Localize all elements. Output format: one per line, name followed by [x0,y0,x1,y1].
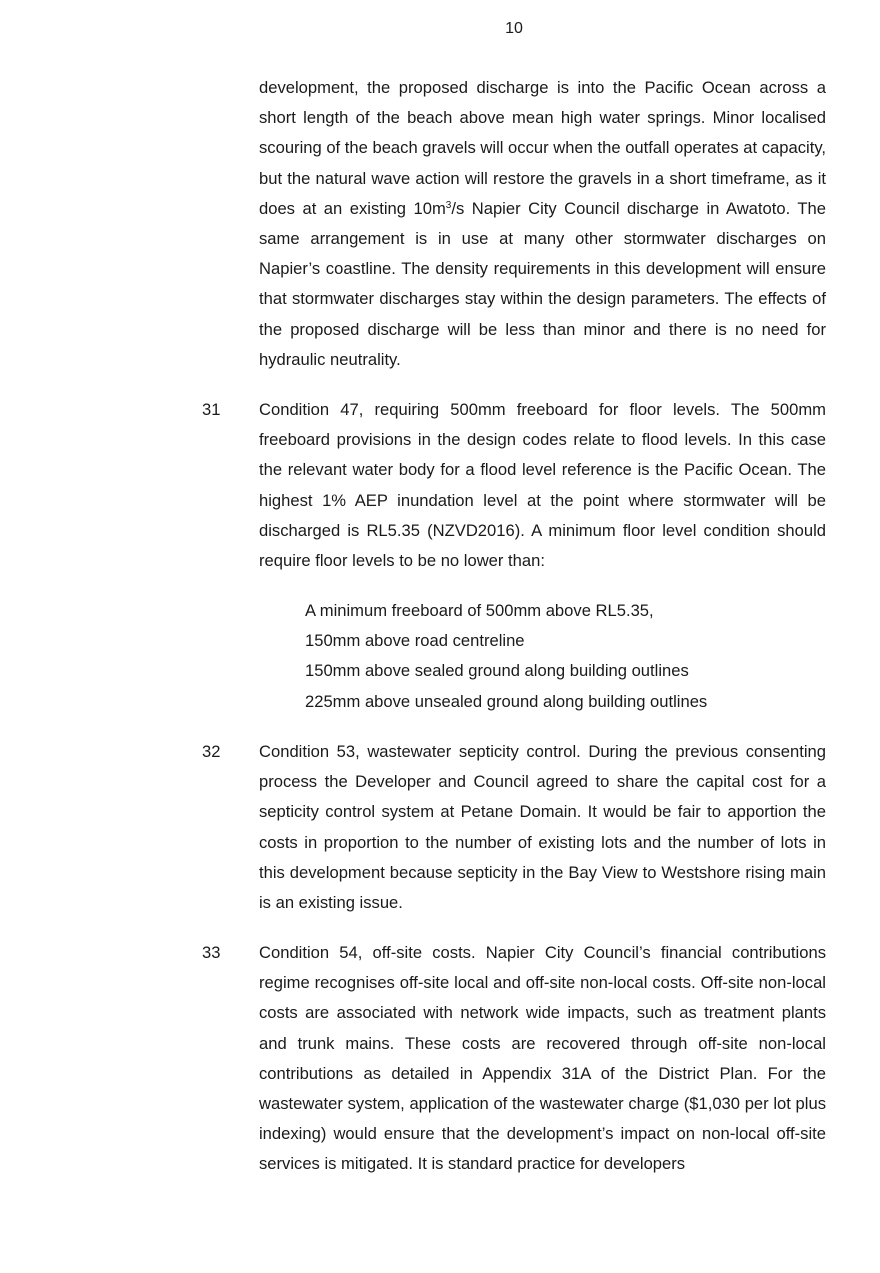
paragraph-number-33: 33 [202,943,221,962]
paragraph-31: Condition 47, requiring 500mm freeboard for floor levels. The 500mm freeboard provisions in the design codes relate to flood levels. In this case the relevant water body for a flood level reference is the Pacific Ocean. The highest 1% AEP inundation level at the point where stormwater will be discharged is RL5.35 (NZVD2016). A minimum floor level condition should require floor levels to be no lower than: [259,400,826,571]
floor-level-list [305,596,825,717]
list-item: A minimum freeboard of 500mm above RL5.35, [305,601,654,620]
intro-paragraph [259,73,826,375]
intro-text-after: /s Napier City Council discharge in Awatoto. The same arrangement is in use at many other stormwater discharges on Napier’s coastline. The density requirements in this development will ensure that stormwater discharges stay within the design parameters. The effects of the proposed discharge will be less than minor and there is no need for hydraulic neutrality. [259,198,826,369]
page-number: 10 [505,20,523,37]
list-item: 150mm above sealed ground along building outlines [305,661,689,681]
paragraph-33: Condition 54, off-site costs. Napier City Council’s financial contributions regime recognises off-site local and off-site non-local costs. Off-site non-local costs are associated with network wide impacts, such as treatment plants and trunk mains. These costs are recovered through off-site non-local contributions as detailed in Appendix 31A of the District Plan. For the wastewater system, application of the wastewater charge ($1,030 per lot plus indexing) would ensure that the development’s impact on non-local off-site services is mitigated. It is standard practice for developers [259,943,826,1174]
intro-text-before: development, the proposed discharge is into the Pacific Ocean across a short length of the beach above mean high water springs. Minor localised scouring of the beach gravels will occur when the outfall operates at capacity, but the natural wave action will restore the gravels in a short timeframe, as it does at an existing 10m [259,78,826,218]
superscript-three: 3 [445,199,452,211]
paragraph-32: Condition 53, wastewater septicity control. During the previous consenting process the Developer and Council agreed to share the capital cost for a septicity control system at Petane Domain. It would be fair to apportion the costs in proportion to the number of existing lots and the number of lots in this development because septicity in the Bay View to Westshore rising main is an existing issue. [259,742,826,913]
list-item: 150mm above road centreline [305,631,525,651]
list-item: 225mm above unsealed ground along building outlines [305,691,708,711]
paragraph-number-32: 32 [202,742,221,761]
paragraph-number-31: 31 [202,400,221,419]
